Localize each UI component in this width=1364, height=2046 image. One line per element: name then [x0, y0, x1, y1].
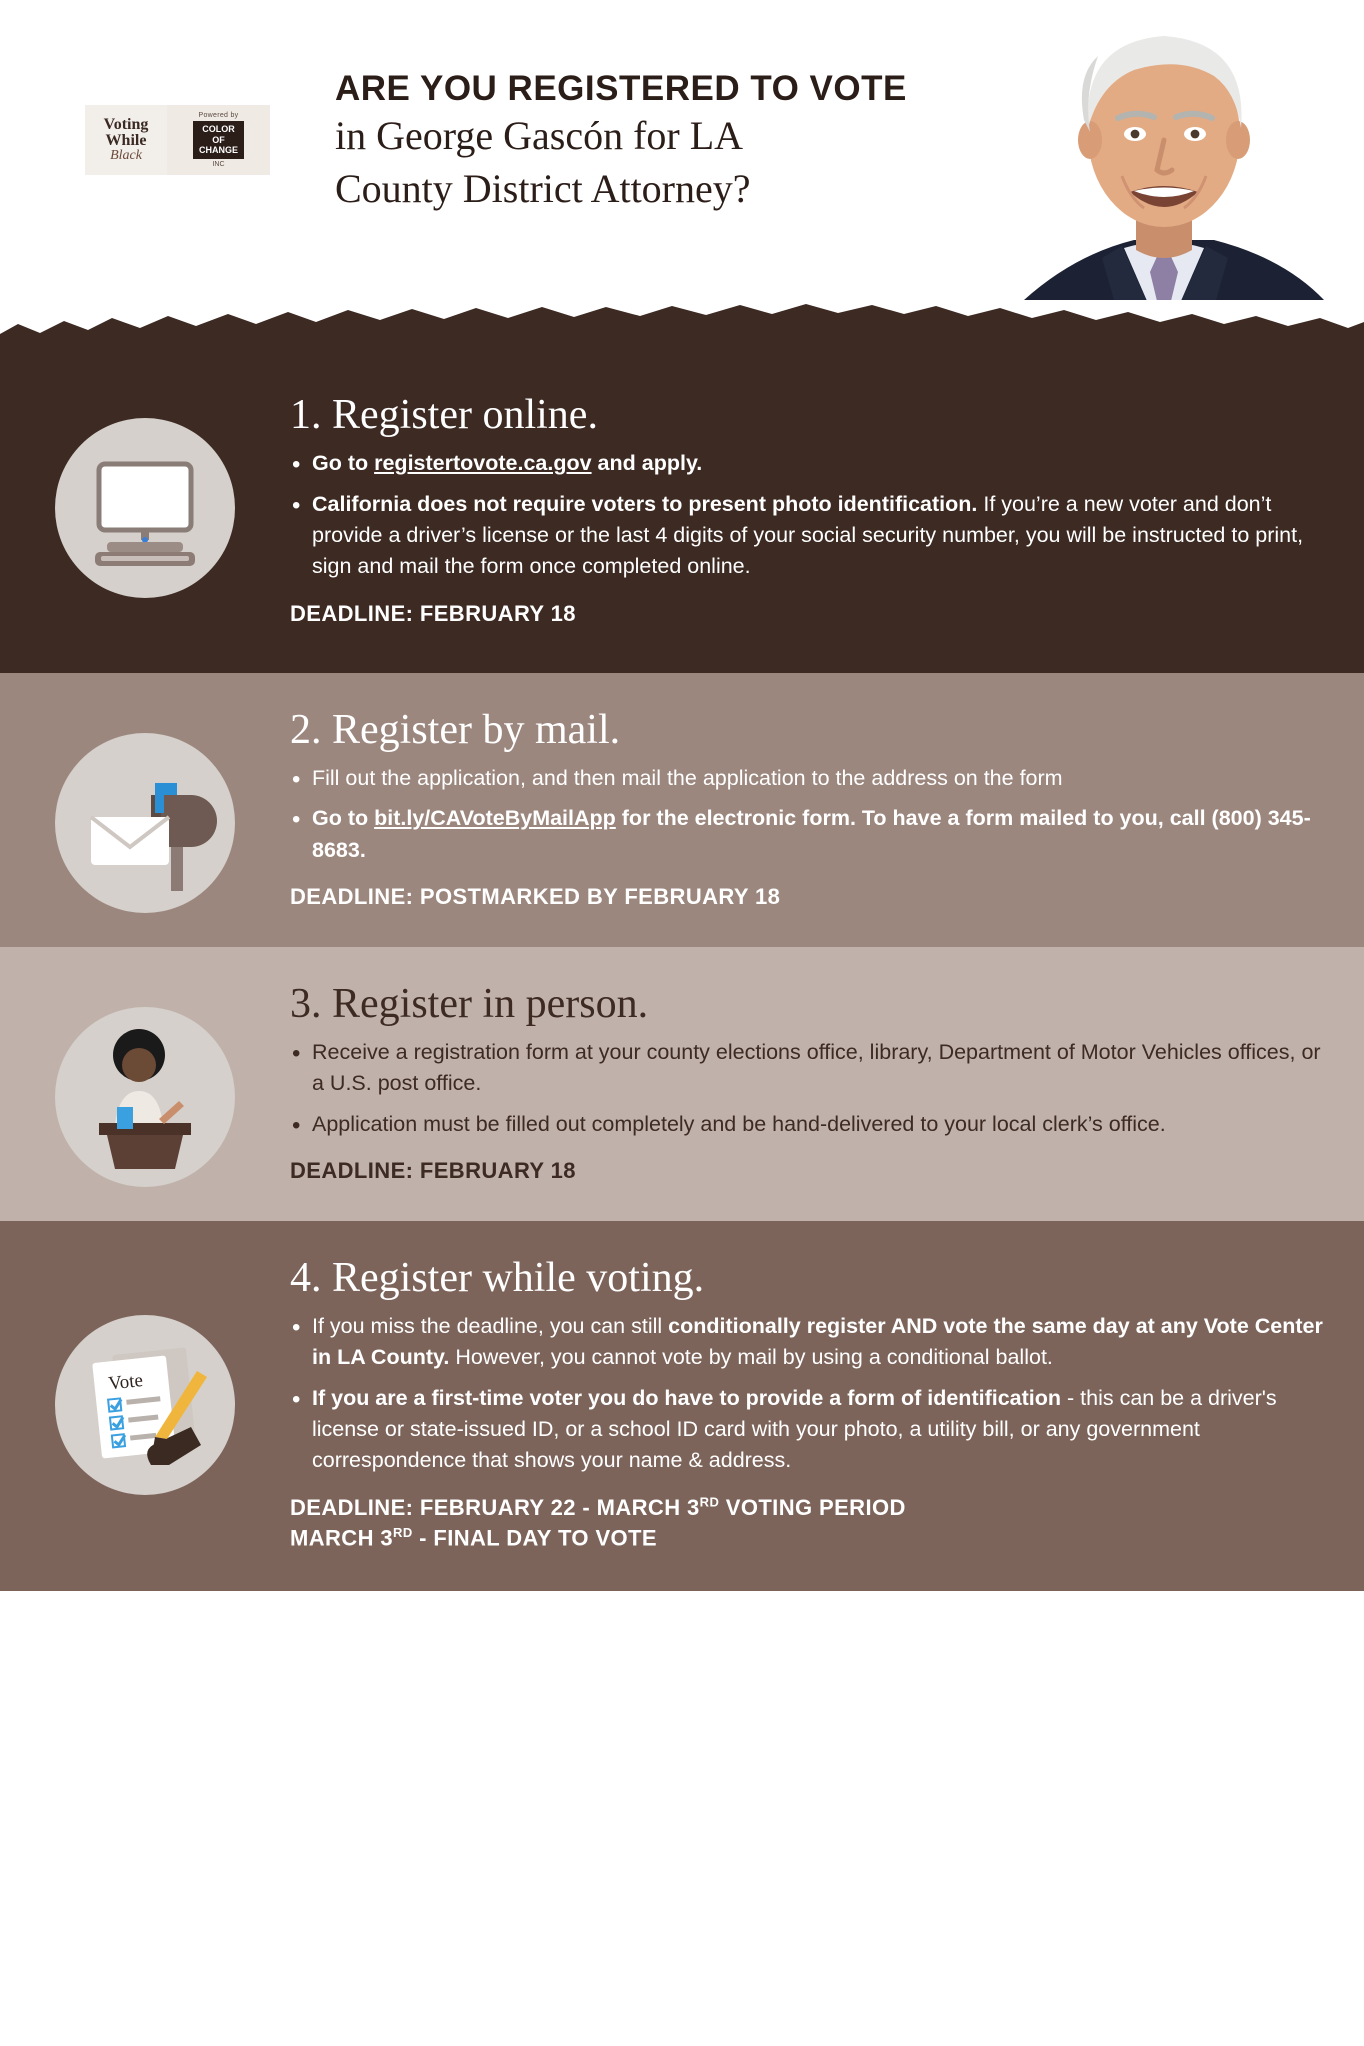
point-text: If you are a first-time voter you do have to provide a form of identification — [312, 1385, 1062, 1410]
section-3-title: Register in person. — [332, 980, 649, 1027]
point-text: conditionally register AND vote the same day at any Vote Center in LA County. — [312, 1313, 1323, 1370]
section-1-deadline: DEADLINE: FEBRUARY 18 — [290, 600, 576, 626]
list-item — [290, 803, 1324, 866]
section-4-body — [290, 1255, 1364, 1552]
vote-by-mail-app-link[interactable]: bit.ly/CAVoteByMailApp — [374, 806, 616, 831]
list-item — [290, 448, 1324, 479]
list-item — [290, 1311, 1324, 1374]
section-2-number: 2. — [290, 706, 322, 753]
section-1-number: 1. — [290, 392, 322, 438]
section-3-icon-cell — [0, 981, 290, 1187]
point-text: Go to — [312, 451, 375, 476]
section-4-heading — [290, 1255, 1324, 1301]
desktop-computer-icon — [55, 418, 235, 598]
point-text: To have a form mailed to you, call (800) 345-8683. — [312, 806, 1311, 862]
point-text: California does not require voters to present photo identification. — [312, 491, 978, 516]
section-register-while-voting — [0, 1221, 1364, 1592]
section-3-number: 3. — [290, 980, 322, 1027]
coc-line-2: OF — [212, 134, 225, 145]
point-text: Fill out the application, and then mail the application to the address on the form — [312, 765, 1063, 790]
logo-wordmark — [85, 105, 167, 175]
section-4-number: 4. — [290, 1254, 322, 1301]
color-of-change-badge — [193, 121, 244, 158]
point-text: - this can be a driver's license or state-issued ID, or a school ID card with your photo, a utility bill, or any government correspondence that shows your name & address. — [312, 1385, 1277, 1473]
point-text: and apply. — [591, 451, 703, 476]
section-2-heading — [290, 707, 1324, 753]
section-4-deadline-line-2: MARCH 3RD - FINAL DAY TO VOTE — [290, 1525, 657, 1551]
section-register-by-mail — [0, 673, 1364, 947]
point-text: Go to — [312, 806, 375, 831]
section-2-points — [290, 763, 1324, 866]
color-of-change-logo — [167, 105, 270, 175]
header-title-block — [335, 70, 975, 213]
section-2-icon-cell — [0, 707, 290, 913]
list-item — [290, 1109, 1324, 1140]
section-4-deadline-line-1: DEADLINE: FEBRUARY 22 - MARCH 3RD VOTING PERIOD — [290, 1494, 906, 1521]
section-1-body — [290, 392, 1364, 627]
coc-inc-label: INC — [212, 160, 225, 168]
point-text: Receive a registration form at your county elections office, library, Department of Motor Vehicles offices, or a U.S. post office. — [312, 1039, 1321, 1096]
voting-while-black-logo — [85, 105, 270, 175]
section-3-points — [290, 1037, 1324, 1140]
section-1-points — [290, 448, 1324, 583]
candidate-portrait — [964, 0, 1364, 300]
list-item — [290, 1383, 1324, 1477]
section-2-deadline: DEADLINE: POSTMARKED BY FEBRUARY 18 — [290, 884, 781, 909]
person-at-desk-icon — [55, 1007, 235, 1187]
list-item — [290, 1037, 1324, 1100]
logo-line-3: Black — [110, 148, 142, 163]
page-title-line-2: in George Gascón for LA — [335, 112, 744, 158]
registertovote-link[interactable]: registertovote.ca.gov — [374, 451, 592, 476]
section-1-icon-cell — [0, 392, 290, 598]
powered-by-label: Powered by — [198, 112, 239, 120]
svg-text:Vote: Vote — [107, 1369, 144, 1395]
mailbox-envelope-icon — [55, 733, 235, 913]
section-register-in-person — [0, 947, 1364, 1221]
list-item — [290, 489, 1324, 583]
header — [0, 0, 1364, 300]
section-2-title: Register by mail. — [332, 706, 621, 753]
section-register-online — [0, 370, 1364, 673]
section-4-title: Register while voting. — [332, 1254, 705, 1301]
point-text: Application must be filled out completely and be hand-delivered to your local clerk’s office. — [312, 1111, 1166, 1136]
torn-paper-divider — [0, 300, 1364, 370]
point-text: However, you cannot vote by mail by using a conditional ballot. — [449, 1345, 1053, 1370]
section-4-deadline — [290, 1495, 1324, 1552]
logo-line-2: While — [105, 132, 147, 149]
section-3-deadline: DEADLINE: FEBRUARY 18 — [290, 1158, 576, 1183]
coc-line-1: COLOR — [202, 124, 235, 135]
section-4-icon-cell — [0, 1255, 290, 1495]
section-4-points — [290, 1311, 1324, 1477]
ballot-checklist-hand-icon — [55, 1315, 235, 1495]
page-title-line-3: County District Attorney? — [335, 165, 751, 211]
section-2-body — [290, 707, 1364, 910]
point-text: If you’re a new voter and don’t provide a driver’s license or the last 4 digits of your social security number, you will be instructed to print, sign and mail the form once completed online. — [312, 491, 1304, 579]
list-item — [290, 763, 1324, 794]
section-3-heading — [290, 981, 1324, 1027]
section-1-heading — [290, 392, 1324, 438]
page-title-line-1: ARE YOU REGISTERED TO VOTE — [335, 69, 907, 108]
section-3-body — [290, 981, 1364, 1184]
point-text: for the electronic form. — [615, 806, 856, 831]
point-text: If you miss the deadline, you can still — [312, 1313, 669, 1338]
coc-line-3: CHANGE — [198, 145, 238, 156]
section-1-title: Register online. — [332, 392, 598, 438]
logo-line-1: Voting — [103, 116, 149, 133]
